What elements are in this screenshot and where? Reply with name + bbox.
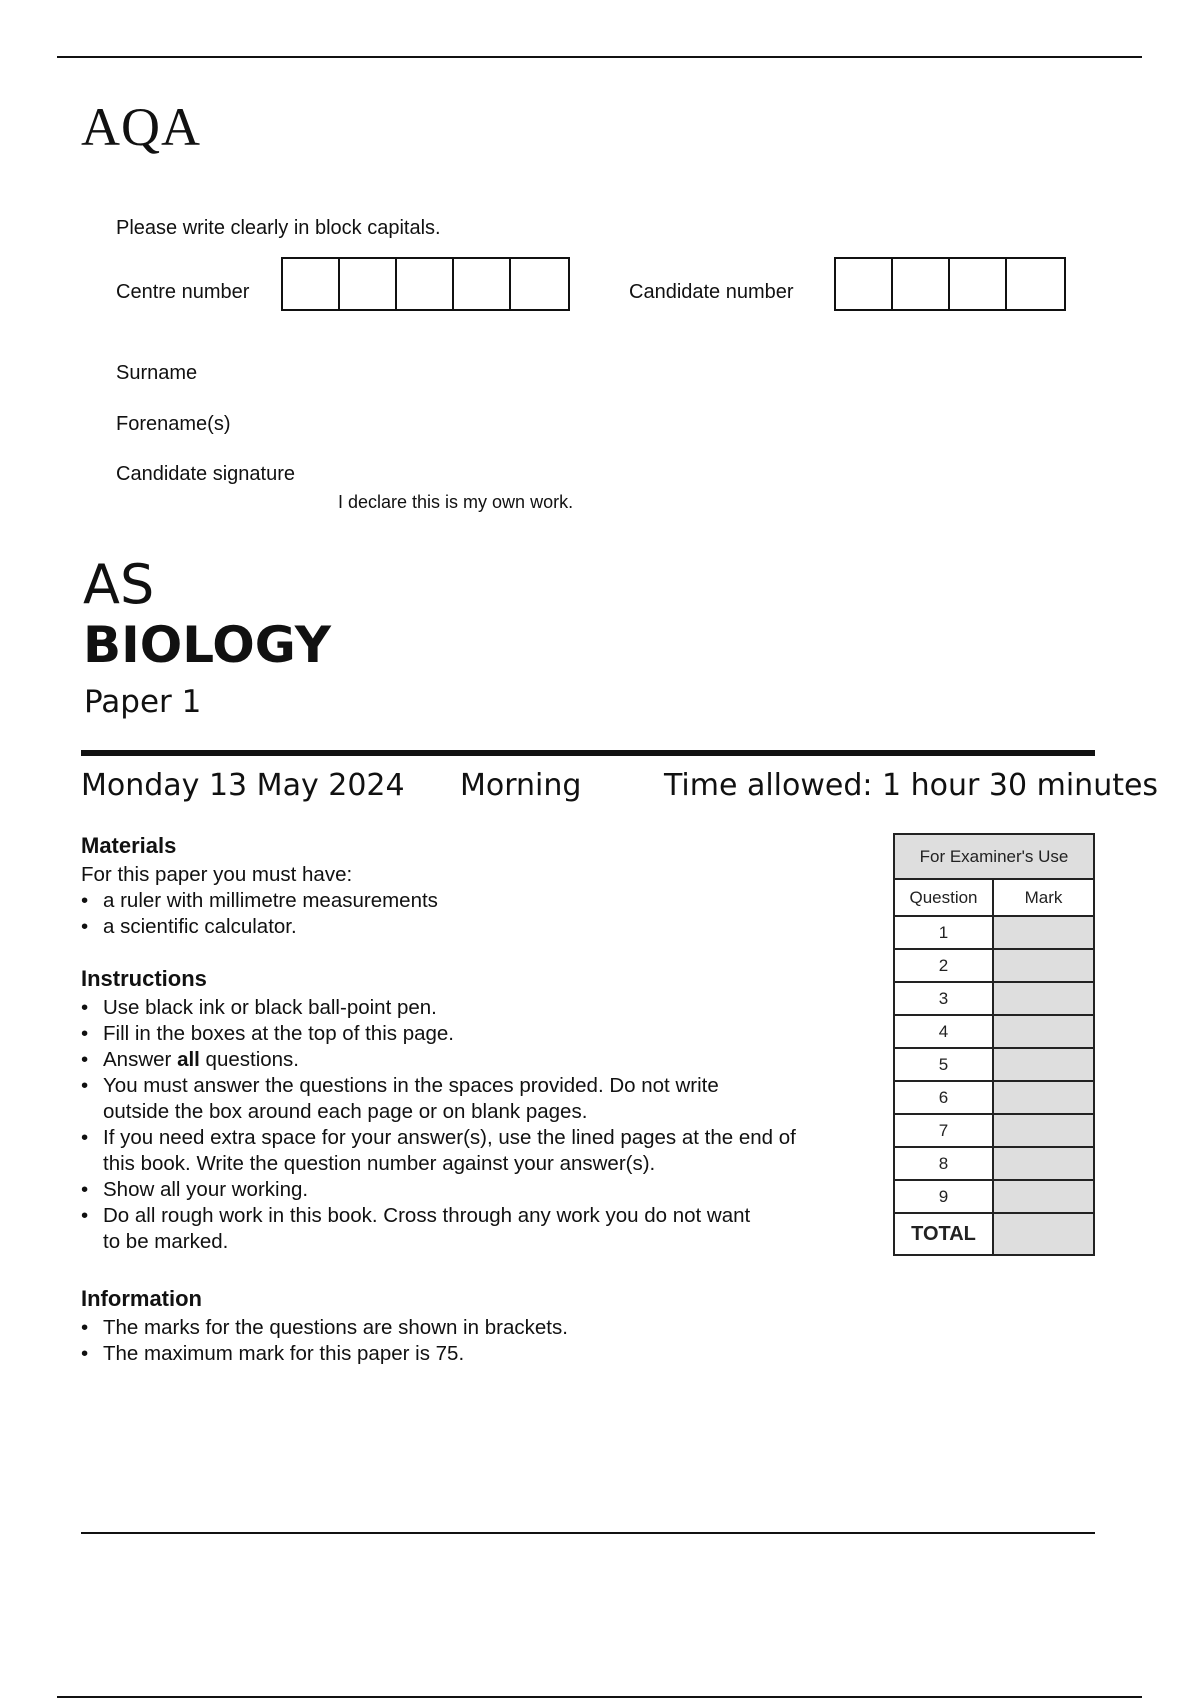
- instruction-emphasis: all: [177, 1048, 200, 1071]
- instruction-line: to be marked.: [103, 1230, 229, 1253]
- mark-cell: [993, 1147, 1094, 1180]
- question-number: 4: [894, 1015, 993, 1048]
- question-column-header: Question: [894, 879, 993, 916]
- question-number: 5: [894, 1048, 993, 1081]
- question-number: 2: [894, 949, 993, 982]
- surname-label: Surname: [116, 362, 198, 384]
- level-title: AS: [83, 553, 155, 616]
- instruction-item: [81, 1073, 881, 1125]
- information-heading: Information: [81, 1286, 202, 1311]
- question-number: 9: [894, 1180, 993, 1213]
- exam-session: Morning: [460, 768, 582, 803]
- examiner-use-table: [893, 833, 1095, 1256]
- mark-cell: [993, 1015, 1094, 1048]
- instruction-text: Answer: [103, 1048, 178, 1071]
- candidate-number-digit[interactable]: [950, 259, 1007, 309]
- mark-cell: [993, 982, 1094, 1015]
- instruction-item: • Use black ink or black ball-point pen.: [81, 995, 881, 1021]
- forenames-label: Forename(s): [116, 413, 231, 435]
- top-rule: [57, 56, 1142, 58]
- block-capitals-instruction: Please write clearly in block capitals.: [116, 217, 441, 239]
- instruction-line: Do all rough work in this book. Cross through any work you do not want: [103, 1204, 751, 1227]
- instruction-item: [81, 1203, 881, 1255]
- instruction-line: this book. Write the question number against your answer(s).: [103, 1152, 656, 1175]
- total-mark-cell: [993, 1213, 1094, 1255]
- mark-cell: [993, 1114, 1094, 1147]
- exam-date: Monday 13 May 2024: [81, 768, 405, 803]
- footer-rule: [81, 1532, 1095, 1534]
- page-bottom-rule: [57, 1696, 1142, 1698]
- paper-title: Paper 1: [84, 684, 202, 720]
- materials-heading: Materials: [81, 833, 177, 858]
- materials-section: [81, 835, 881, 940]
- information-item: • The marks for the questions are shown in brackets.: [81, 1315, 881, 1341]
- candidate-number-boxes: [834, 257, 1066, 311]
- mark-column-header: Mark: [993, 879, 1094, 916]
- question-number: 6: [894, 1081, 993, 1114]
- time-allowed: Time allowed: 1 hour 30 minutes: [664, 768, 1159, 803]
- materials-intro: For this paper you must have:: [81, 863, 353, 886]
- aqa-logo: AQA: [81, 97, 201, 157]
- instruction-item: [81, 1047, 881, 1073]
- subject-title: BIOLOGY: [83, 616, 331, 674]
- centre-number-label: Centre number: [116, 281, 250, 303]
- instruction-text: questions.: [199, 1048, 300, 1071]
- candidate-number-digit[interactable]: [893, 259, 950, 309]
- centre-number-boxes: [281, 257, 570, 311]
- instruction-line: outside the box around each page or on blank pages.: [103, 1100, 588, 1123]
- materials-item: • a ruler with millimetre measurements: [81, 888, 881, 914]
- candidate-number-digit[interactable]: [836, 259, 893, 309]
- centre-number-digit[interactable]: [340, 259, 397, 309]
- instruction-line: You must answer the questions in the spaces provided. Do not write: [103, 1074, 719, 1097]
- question-number: 8: [894, 1147, 993, 1180]
- centre-number-digit[interactable]: [454, 259, 511, 309]
- total-label: TOTAL: [894, 1213, 993, 1255]
- mark-cell: [993, 1048, 1094, 1081]
- instructions-section: [81, 968, 881, 1255]
- materials-item: • a scientific calculator.: [81, 914, 881, 940]
- mark-cell: [993, 916, 1094, 949]
- instruction-item: • Show all your working.: [81, 1177, 881, 1203]
- signature-label: Candidate signature: [116, 463, 296, 485]
- mark-cell: [993, 949, 1094, 982]
- question-number: 3: [894, 982, 993, 1015]
- information-item: • The maximum mark for this paper is 75.: [81, 1341, 881, 1367]
- mark-cell: [993, 1180, 1094, 1213]
- candidate-number-label: Candidate number: [629, 281, 794, 303]
- centre-number-digit[interactable]: [283, 259, 340, 309]
- mark-cell: [993, 1081, 1094, 1114]
- title-rule: [81, 750, 1095, 756]
- instruction-line: If you need extra space for your answer(s), use the lined pages at the end of: [103, 1126, 796, 1149]
- centre-number-digit[interactable]: [511, 259, 568, 309]
- question-number: 1: [894, 916, 993, 949]
- information-section: [81, 1288, 881, 1367]
- question-number: 7: [894, 1114, 993, 1147]
- examiner-table-title: For Examiner's Use: [894, 834, 1094, 879]
- candidate-number-digit[interactable]: [1007, 259, 1064, 309]
- centre-number-digit[interactable]: [397, 259, 454, 309]
- declaration-text: I declare this is my own work.: [338, 492, 574, 512]
- instruction-item: [81, 1125, 881, 1177]
- instruction-item: • Fill in the boxes at the top of this page.: [81, 1021, 881, 1047]
- instructions-heading: Instructions: [81, 966, 207, 991]
